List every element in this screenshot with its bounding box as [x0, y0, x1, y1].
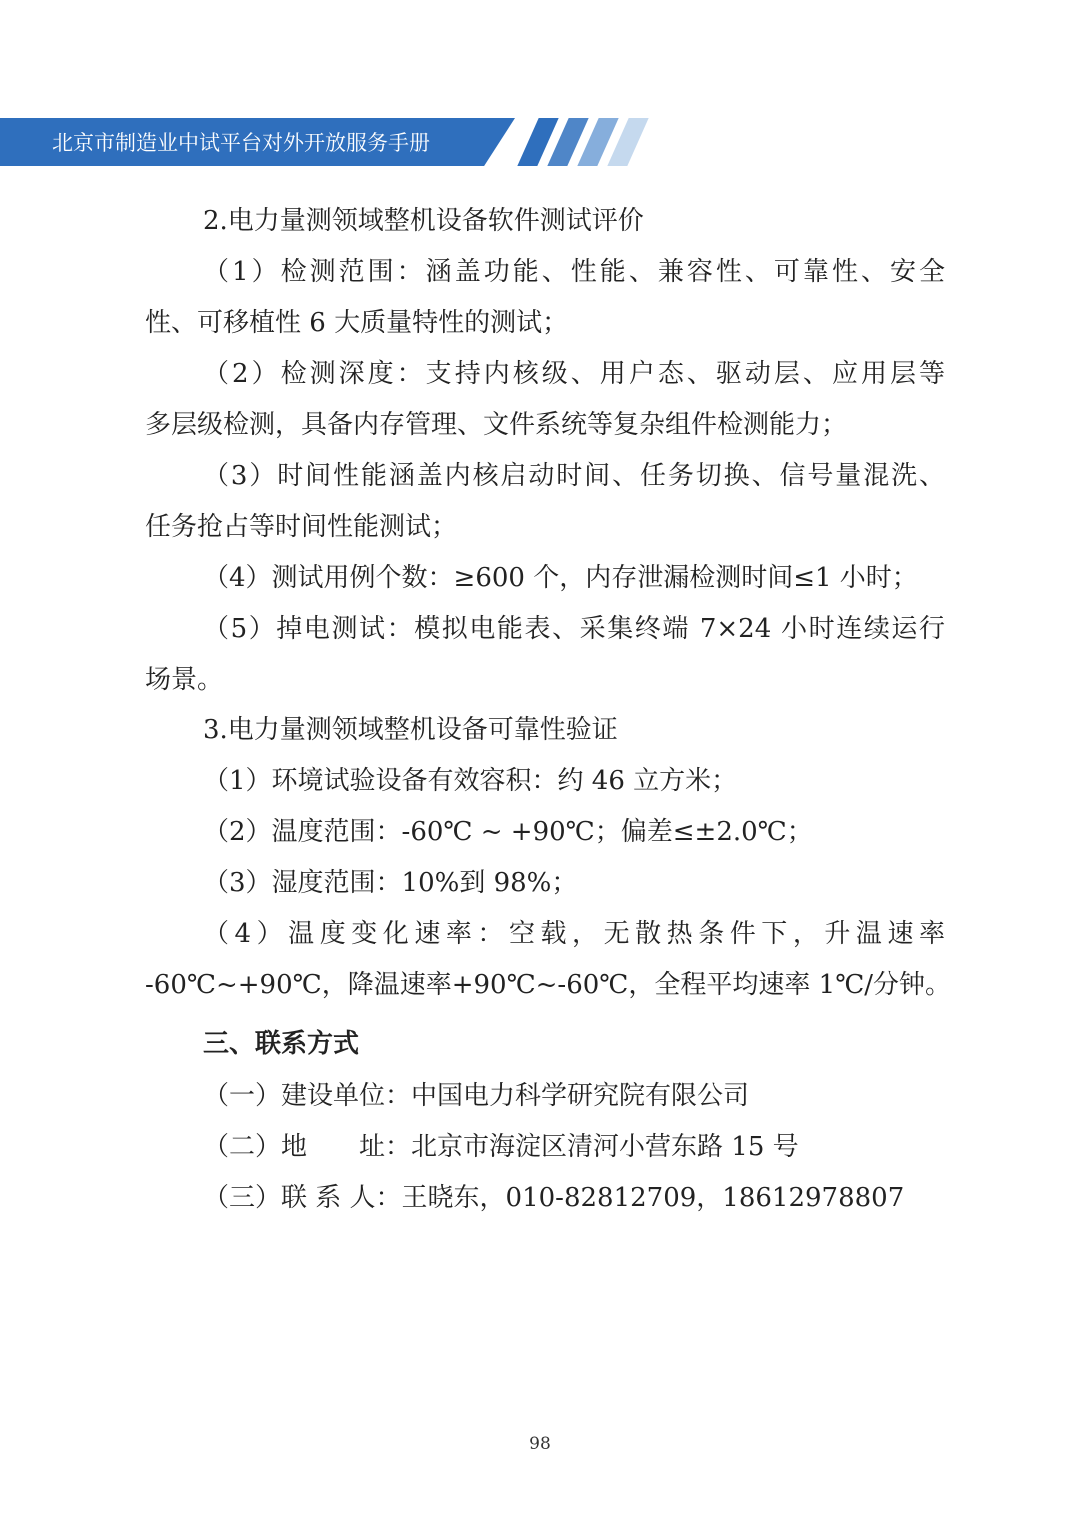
paragraph-line: （4）温度变化速率：空载，无散热条件下，升温速率	[203, 919, 945, 949]
section-title-software-testing: 2.电力量测领域整机设备软件测试评价	[203, 206, 644, 236]
contact-address	[203, 1127, 799, 1167]
paragraph-line: （3）湿度范围：10%到 98%；	[203, 868, 578, 898]
contact-address-label: （二）地 址：	[203, 1132, 412, 1162]
paragraph-line: （1）环境试验设备有效容积：约 46 立方米；	[203, 766, 738, 796]
paragraph-line: （2）温度范围：-60℃ ~ +90℃；偏差≤±2.0℃；	[203, 817, 813, 847]
contact-heading: 三、联系方式	[203, 1029, 360, 1059]
paragraph-line: 性、可移植性 6 大质量特性的测试；	[145, 308, 569, 338]
contact-organization: （一）建设单位：中国电力科学研究院有限公司	[203, 1081, 750, 1111]
paragraph-line: 任务抢占等时间性能测试；	[145, 512, 458, 542]
paragraph-line: （1）检测范围：涵盖功能、性能、兼容性、可靠性、安全	[203, 257, 945, 287]
paragraph-line: -60℃~+90℃，降温速率+90℃~-60℃，全程平均速率 1℃/分钟。	[145, 970, 952, 1000]
paragraph-line: 场景。	[145, 665, 224, 695]
header-title: 北京市制造业中试平台对外开放服务手册	[52, 131, 430, 155]
paragraph-line: （2）检测深度：支持内核级、用户态、驱动层、应用层等	[203, 359, 945, 389]
paragraph-line: （4）测试用例个数：≥600 个，内存泄漏检测时间≤1 小时；	[203, 563, 918, 593]
contact-person: （三）联 系 人：王晓东，010-82812709，18612978807	[203, 1183, 905, 1213]
page-number: 98	[529, 1434, 551, 1454]
contact-address-value: 北京市海淀区清河小营东路 15 号	[411, 1132, 799, 1162]
section-title-reliability: 3.电力量测领域整机设备可靠性验证	[203, 715, 618, 745]
paragraph-line: （5）掉电测试：模拟电能表、采集终端 7×24 小时连续运行	[203, 614, 945, 644]
paragraph-line: （3）时间性能涵盖内核启动时间、任务切换、信号量混洗、	[203, 461, 945, 491]
paragraph-line: 多层级检测，具备内存管理、文件系统等复杂组件检测能力；	[145, 410, 848, 440]
